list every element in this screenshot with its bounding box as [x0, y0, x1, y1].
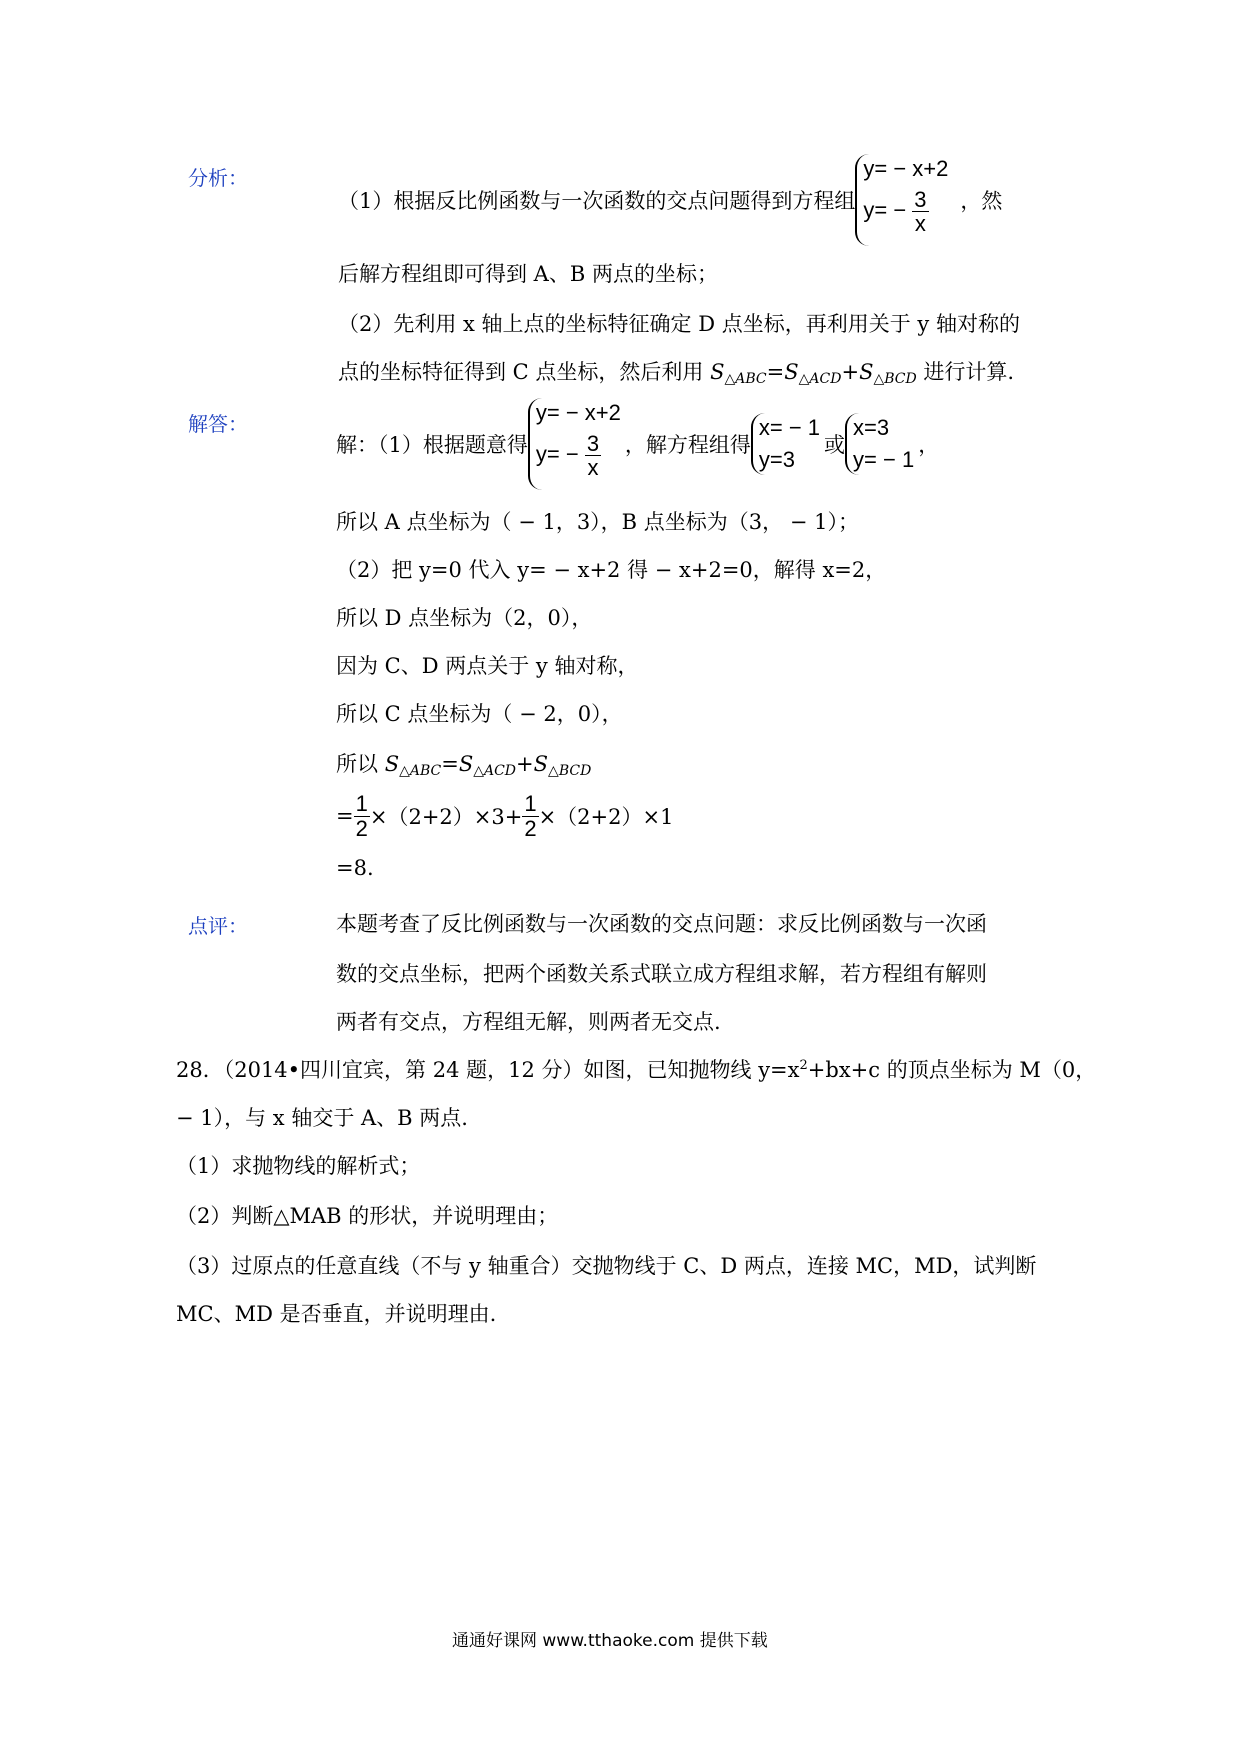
analysis-line-4: 点的坐标特征得到 C 点坐标，然后利用 $S_{\triangle ABC}=S_{\triangle ACD}+S_{\triangle BCD}$ 进行计算. [338, 360, 1015, 387]
answer-line-3: （2）把 y=0 代入 y= − x+2 得 − x+2=0，解得 x=2， [336, 558, 887, 582]
solution-2: x=3 y= − 1 [845, 413, 914, 475]
answer-label: 解答： [188, 412, 248, 436]
fraction: $\frac{3}{x}$ [914, 187, 927, 237]
answer-line-1: 解：（1）根据题意得 y= − x+2 y= − $\frac{3}{x}$ ，解方程组得 x= − 1 y=3 或 x=3 y= − 1 ， [336, 396, 939, 492]
answer-line-8: = $\frac{1}{2}$ ×（2+2）×3+ $\frac{1}{2}$ ×（2+2）×1 [336, 791, 674, 841]
question-28-line-4: （2）判断△MAB 的形状，并说明理由； [176, 1204, 559, 1228]
comment-line-1: 本题考查了反比例函数与一次函数的交点问题：求反比例函数与一次函 [336, 912, 987, 936]
equation-system [855, 154, 948, 246]
analysis-line-2: 后解方程组即可得到 A、B 两点的坐标； [338, 262, 718, 286]
comment-label: 点评： [188, 914, 248, 938]
question-28-line-2: − 1），与 x 轴交于 A、B 两点. [176, 1106, 468, 1130]
answer-line-4: 所以 D 点坐标为（2，0）， [336, 606, 593, 630]
equation-system-2: y= − x+2 y= − $\frac{3}{x}$ [528, 398, 621, 490]
analysis-text: （1）根据反比例函数与一次函数的交点问题得到方程组 [338, 189, 856, 213]
question-28-line-6: MC、MD 是否垂直，并说明理由. [176, 1302, 497, 1326]
question-28-line-5: （3）过原点的任意直线（不与 y 轴重合）交抛物线于 C、D 两点，连接 MC，MD，试判断 [176, 1254, 1037, 1278]
comment-line-2: 数的交点坐标，把两个函数关系式联立成方程组求解，若方程组有解则 [336, 962, 987, 986]
answer-line-2: 所以 A 点坐标为（ − 1，3），B 点坐标为（3， − 1）； [336, 510, 859, 534]
half-fraction: $\frac{1}{2}$ [355, 791, 368, 841]
footer-text: 通通好课网 www.tthaoke.com 提供下载 [452, 1631, 768, 1651]
question-28-line-3: （1）求抛物线的解析式； [176, 1154, 421, 1178]
analysis-line-3: （2）先利用 x 轴上点的坐标特征确定 D 点坐标，再利用关于 y 轴对称的 [338, 312, 1020, 336]
equation-1: y= − x+2 [863, 156, 949, 181]
answer-line-7: 所以 $S_{\triangle ABC}=S_{\triangle ACD}+S_{\triangle BCD}$ [336, 752, 592, 779]
answer-line-9: =8. [336, 856, 374, 880]
answer-line-5: 因为 C、D 两点关于 y 轴对称， [336, 654, 639, 678]
equation-2: y= − $\frac{3}{x}$ [863, 187, 927, 237]
comment-line-3: 两者有交点，方程组无解，则两者无交点. [336, 1010, 721, 1034]
analysis-line-1: （1）根据反比例函数与一次函数的交点问题得到方程组 y= − x+2 y= − $\frac{3}{x}$ ，然 [338, 150, 1002, 250]
solution-1: x= − 1 y=3 [751, 413, 820, 475]
answer-line-6: 所以 C 点坐标为（ − 2，0）， [336, 702, 623, 726]
analysis-label: 分析： [188, 166, 248, 190]
half-fraction: $\frac{1}{2}$ [524, 791, 537, 841]
question-28-line-1: 28．（2014•四川宜宾，第 24 题，12 分）如图，已知抛物线 $y=x^2+bx+c$ 的顶点坐标为 M（0， [176, 1058, 1097, 1082]
